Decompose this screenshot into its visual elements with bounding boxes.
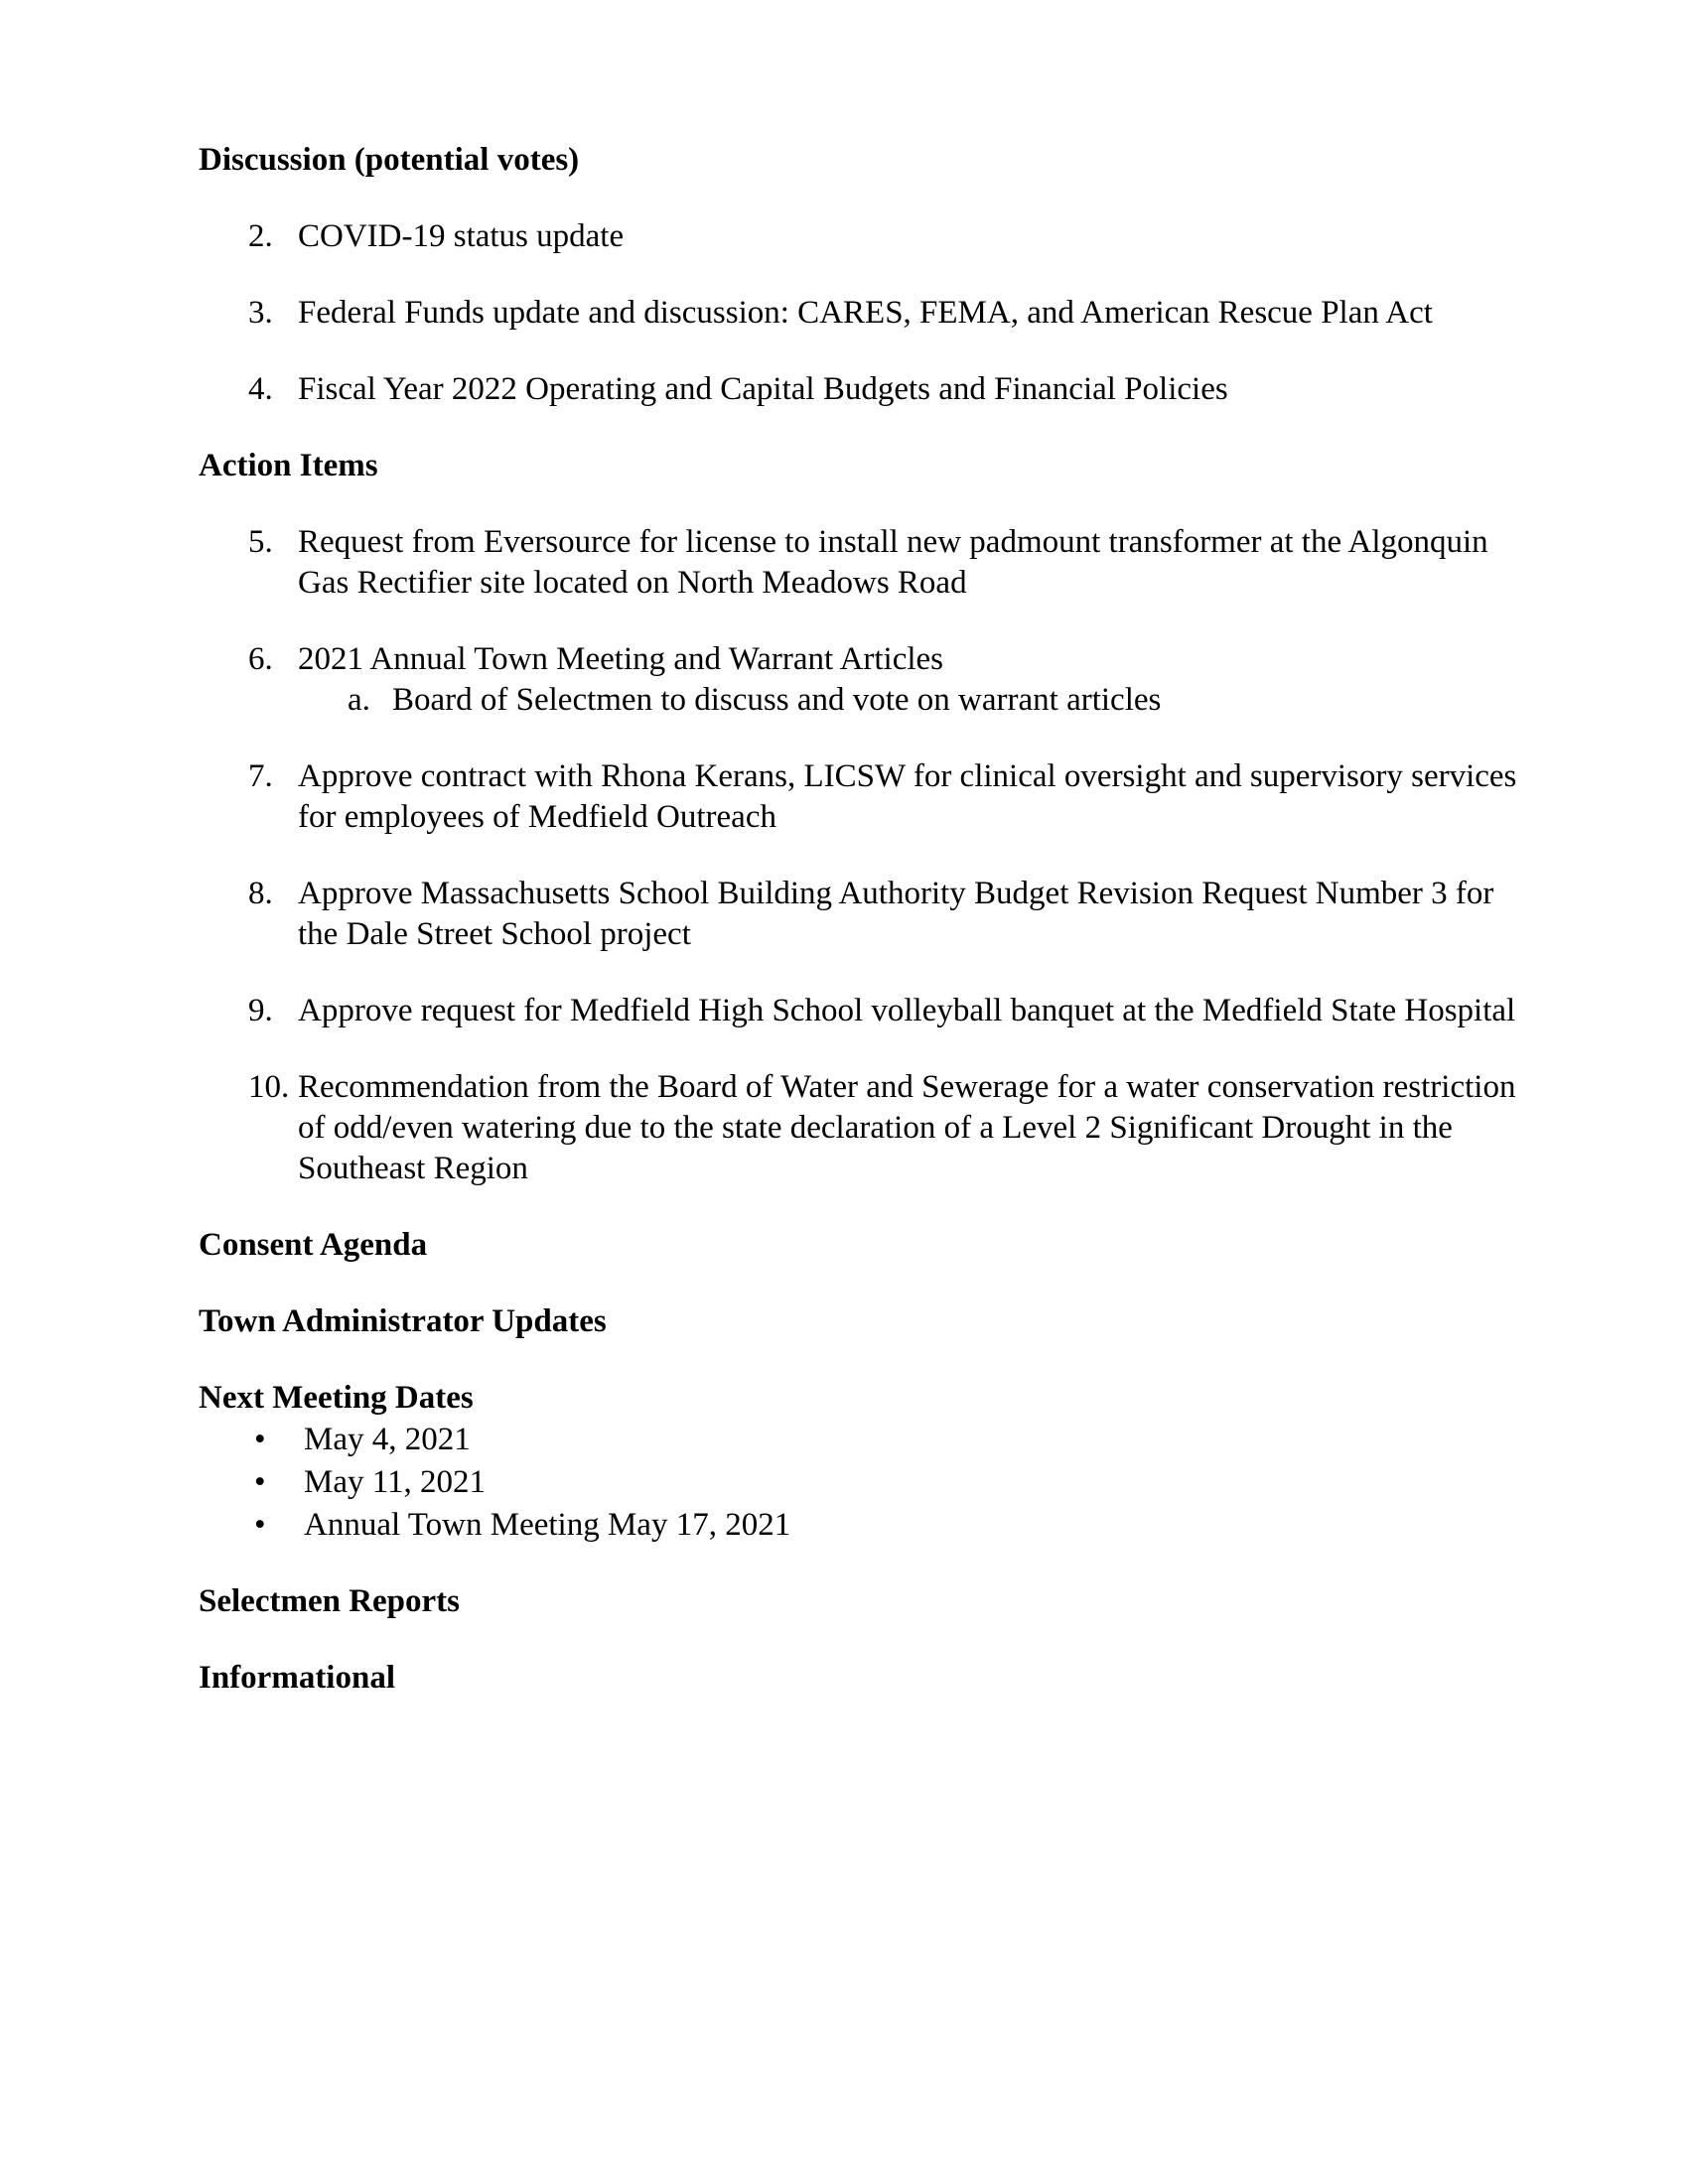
list-item xyxy=(248,1067,1519,1189)
item-number: 7. xyxy=(248,758,273,794)
list-item xyxy=(248,293,1519,334)
section-heading-informational: Informational xyxy=(199,1660,395,1696)
list-item-group xyxy=(199,639,1519,721)
section-heading-action-items: Action Items xyxy=(199,448,378,483)
bullet-list-item xyxy=(248,1461,1519,1503)
section-heading-next-meeting-dates: Next Meeting Dates xyxy=(199,1380,474,1416)
bullet-icon: • xyxy=(254,1507,266,1543)
item-text: Approve request for Medfield High School volleyball banquet at the Medfield State Hospital xyxy=(298,993,1516,1028)
section-heading-consent-agenda: Consent Agenda xyxy=(199,1227,428,1263)
item-number: 10. xyxy=(248,1069,290,1105)
item-number: 8. xyxy=(248,876,273,911)
meeting-date-text: May 4, 2021 xyxy=(304,1422,471,1457)
item-number: 4. xyxy=(248,371,273,407)
sub-list-item xyxy=(348,680,1519,721)
item-text: Request from Eversource for license to install new padmount transformer at the Algonquin Gas Rectifier site located on North Meadows Road xyxy=(298,524,1488,601)
list-item xyxy=(248,216,1519,257)
section-heading-town-administrator-updates: Town Administrator Updates xyxy=(199,1303,607,1339)
list-item xyxy=(248,522,1519,604)
sub-item-letter: a. xyxy=(348,682,370,718)
list-item xyxy=(248,874,1519,955)
list-item xyxy=(248,991,1519,1031)
item-text: Approve contract with Rhona Kerans, LICSW for clinical oversight and supervisory services for employees of Medfield Outreach xyxy=(298,758,1517,835)
section-heading-discussion: Discussion (potential votes) xyxy=(199,142,580,178)
section-heading-selectmen-reports: Selectmen Reports xyxy=(199,1583,461,1619)
item-text: Recommendation from the Board of Water and Sewerage for a water conservation restriction of odd/even watering due to the state declaration of a Level 2 Significant Drought in the Southeast Region xyxy=(298,1069,1516,1186)
item-text: COVID-19 status update xyxy=(298,218,625,254)
item-text: Fiscal Year 2022 Operating and Capital Budgets and Financial Policies xyxy=(298,371,1228,407)
item-text: Federal Funds update and discussion: CARES, FEMA, and American Rescue Plan Act xyxy=(298,295,1433,331)
sub-item-text: Board of Selectmen to discuss and vote on warrant articles xyxy=(392,682,1162,718)
item-number: 5. xyxy=(248,524,273,560)
item-text: Approve Massachusetts School Building Authority Budget Revision Request Number 3 for the Dale Street School project xyxy=(298,876,1494,952)
list-item xyxy=(248,756,1519,838)
bullet-icon: • xyxy=(254,1464,266,1500)
item-number: 2. xyxy=(248,218,273,254)
list-item xyxy=(248,639,1519,680)
item-number: 6. xyxy=(248,641,273,677)
item-number: 9. xyxy=(248,993,273,1028)
item-number: 3. xyxy=(248,295,273,331)
list-item xyxy=(248,369,1519,410)
bullet-icon: • xyxy=(254,1422,266,1457)
item-text: 2021 Annual Town Meeting and Warrant Articles xyxy=(298,641,944,677)
bullet-list-item xyxy=(248,1419,1519,1460)
meeting-date-text: Annual Town Meeting May 17, 2021 xyxy=(304,1507,791,1543)
bullet-list-item xyxy=(248,1504,1519,1546)
meeting-date-text: May 11, 2021 xyxy=(304,1464,487,1500)
